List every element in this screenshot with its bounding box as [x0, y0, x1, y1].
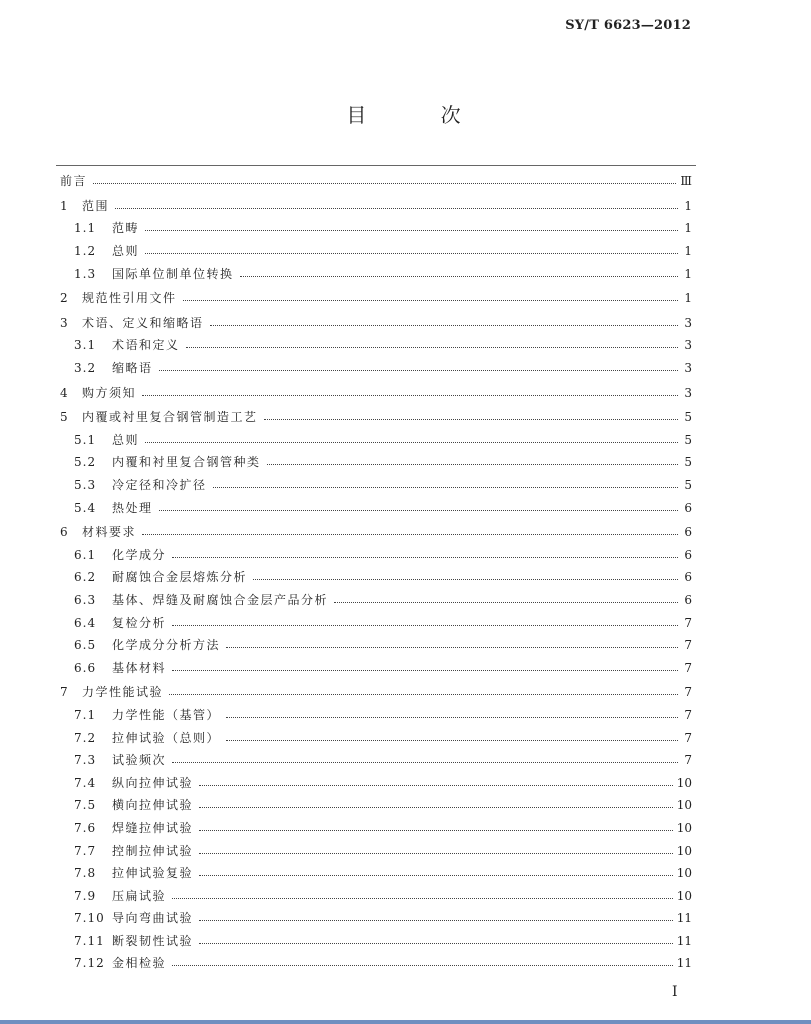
toc-entry-title: 范围 [82, 198, 110, 213]
toc-leader-dots [334, 601, 678, 603]
toc-leader-dots [172, 964, 673, 966]
toc-entry[interactable] [56, 817, 692, 840]
toc-entry-page: 6 [684, 547, 692, 562]
toc-entry-page: 1 [684, 198, 692, 213]
toc-entry[interactable] [56, 544, 692, 567]
toc-entry-page: 3 [684, 338, 692, 353]
toc-leader-dots [183, 299, 678, 301]
toc-entry-page: 3 [684, 361, 692, 376]
toc-entry-page: 11 [676, 933, 692, 948]
toc-entry-title: 力学性能试验 [82, 685, 164, 700]
toc-leader-dots [169, 693, 678, 695]
divider [56, 165, 696, 166]
toc-entry[interactable] [56, 170, 692, 193]
toc-leader-dots [145, 229, 678, 231]
toc-leader-dots [172, 624, 678, 626]
toc-entry[interactable] [56, 312, 692, 335]
toc-leader-dots [172, 556, 678, 558]
toc-entry-page: 7 [684, 730, 692, 745]
toc-entry-page: 1 [684, 221, 692, 236]
toc-entry-title: 控制拉伸试验 [112, 843, 194, 858]
toc-leader-dots [226, 716, 678, 718]
toc-entry-number: 1.2 [74, 244, 97, 259]
toc-entry-title: 范畴 [112, 221, 140, 236]
toc-leader-dots [172, 897, 673, 899]
toc-entry[interactable] [56, 611, 692, 634]
toc-entry-title: 缩略语 [112, 361, 153, 376]
toc-entry-number: 7.6 [74, 820, 97, 835]
toc-leader-dots [199, 942, 673, 944]
toc-entry[interactable] [56, 496, 692, 519]
toc-entry-number: 5.2 [74, 455, 97, 470]
toc-entry-title: 拉伸试验（总则） [112, 730, 221, 745]
toc-entry-page: Ⅲ [680, 174, 692, 189]
toc-entry[interactable] [56, 406, 692, 429]
toc-entry-number: 6.3 [74, 592, 97, 607]
toc-entry-title: 冷定径和冷扩径 [112, 478, 207, 493]
toc-entry-page: 7 [684, 638, 692, 653]
toc-entry-number: 3.1 [74, 338, 97, 353]
toc-entry-number: 7.1 [74, 707, 97, 722]
toc-leader-dots [142, 394, 678, 396]
toc-entry-page: 10 [676, 866, 692, 881]
toc-entry[interactable] [56, 726, 692, 749]
toc-entry[interactable] [56, 451, 692, 474]
toc-leader-dots [186, 346, 678, 348]
toc-entry-title: 术语和定义 [112, 338, 180, 353]
toc-entry-number: 5.1 [74, 432, 97, 447]
toc-entry-title: 总则 [112, 244, 140, 259]
toc-leader-dots [199, 784, 673, 786]
toc-entry-title: 规范性引用文件 [82, 291, 177, 306]
toc-entry-number: 6.5 [74, 638, 97, 653]
toc-entry[interactable] [56, 240, 692, 263]
toc-entry[interactable] [56, 381, 692, 404]
toc-entry-page: 3 [684, 385, 692, 400]
toc-entry-title: 金相检验 [112, 956, 167, 971]
toc-entry-page: 6 [684, 500, 692, 515]
toc-entry[interactable] [56, 952, 692, 975]
toc-entry-number: 1.3 [74, 266, 97, 281]
toc-entry-number: 7.11 [74, 933, 105, 948]
toc-entry-title: 拉伸试验复验 [112, 866, 194, 881]
toc-entry-title: 前言 [60, 174, 88, 189]
toc-entry-number: 5.4 [74, 500, 97, 515]
toc-entry-number: 6.4 [74, 615, 97, 630]
toc-entry[interactable] [56, 794, 692, 817]
toc-entry[interactable] [56, 589, 692, 612]
toc-entry-title: 焊缝拉伸试验 [112, 820, 194, 835]
toc-leader-dots [210, 324, 678, 326]
toc-leader-dots [264, 418, 678, 420]
toc-entry-page: 10 [676, 775, 692, 790]
toc-entry-title: 材料要求 [82, 525, 137, 540]
toc-entry[interactable] [56, 681, 692, 704]
toc-entry[interactable] [56, 262, 692, 285]
toc-entry-page: 11 [676, 911, 692, 926]
toc-leader-dots [253, 578, 678, 580]
toc-leader-dots [199, 829, 673, 831]
toc-entry-number: 7.2 [74, 730, 97, 745]
toc-entry[interactable] [56, 195, 692, 218]
toc-entry-title: 购方须知 [82, 385, 137, 400]
toc-entry-page: 10 [676, 843, 692, 858]
toc-entry-title: 横向拉伸试验 [112, 798, 194, 813]
toc-leader-dots [145, 252, 678, 254]
toc-entry-page: 10 [676, 820, 692, 835]
toc-leader-dots [199, 852, 673, 854]
toc-entry-page: 7 [684, 660, 692, 675]
toc-entry-page: 5 [684, 432, 692, 447]
toc-entry-number: 7.5 [74, 798, 97, 813]
toc-entry[interactable] [56, 862, 692, 885]
toc-entry-page: 10 [676, 888, 692, 903]
toc-entry-title: 基体、焊缝及耐腐蚀合金层产品分析 [112, 592, 329, 607]
toc-entry[interactable] [56, 704, 692, 727]
toc-entry[interactable] [56, 474, 692, 497]
toc-entry[interactable] [56, 839, 692, 862]
toc-entry-title: 复检分析 [112, 615, 167, 630]
toc-entry-number: 7 [60, 685, 69, 700]
toc-entry-number: 1.1 [74, 221, 97, 236]
toc-leader-dots [199, 806, 673, 808]
toc-entry-number: 6.2 [74, 570, 97, 585]
toc-entry-title: 导向弯曲试验 [112, 911, 194, 926]
toc-entry-number: 7.8 [74, 866, 97, 881]
toc-entry-number: 7.10 [74, 911, 105, 926]
toc-entry[interactable] [56, 217, 692, 240]
toc-entry-page: 3 [684, 315, 692, 330]
toc-entry-number: 1 [60, 198, 69, 213]
toc-entry-number: 4 [60, 385, 69, 400]
toc-leader-dots [115, 207, 678, 209]
toc-entry-title: 总则 [112, 432, 140, 447]
toc-entry-number: 6.1 [74, 547, 97, 562]
toc-entry[interactable] [56, 357, 692, 380]
toc-entry-title: 内覆和衬里复合钢管种类 [112, 455, 261, 470]
toc-entry-page: 7 [684, 707, 692, 722]
toc-entry[interactable] [56, 656, 692, 679]
toc-entry-page: 5 [684, 478, 692, 493]
toc-leader-dots [93, 182, 676, 184]
toc-entry-page: 7 [684, 753, 692, 768]
page-number: I [672, 984, 678, 1000]
toc-entry-number: 7.12 [74, 956, 105, 971]
toc-entry-page: 6 [684, 592, 692, 607]
toc-leader-dots [213, 486, 678, 488]
toc-entry-page: 1 [684, 244, 692, 259]
toc-entry[interactable] [56, 566, 692, 589]
toc-entry-page: 10 [676, 798, 692, 813]
toc-entry-page: 5 [684, 455, 692, 470]
toc-leader-dots [267, 463, 678, 465]
toc-entry-number: 6 [60, 525, 69, 540]
toc-entry-page: 7 [684, 615, 692, 630]
toc-entry-title: 术语、定义和缩略语 [82, 315, 204, 330]
toc-entry-title: 压扁试验 [112, 888, 167, 903]
toc-entry-number: 3.2 [74, 361, 97, 376]
toc-leader-dots [199, 919, 673, 921]
toc-leader-dots [159, 369, 678, 371]
toc-entry-page: 6 [684, 570, 692, 585]
toc-entry[interactable] [56, 884, 692, 907]
toc-entry-number: 7.9 [74, 888, 97, 903]
toc-entry-title: 内覆或衬里复合钢管制造工艺 [82, 410, 258, 425]
toc-entry-number: 2 [60, 291, 69, 306]
viewer-bottom-bar [0, 1020, 811, 1024]
toc-entry-number: 3 [60, 315, 69, 330]
toc-entry-page: 1 [684, 266, 692, 281]
toc-entry-title: 耐腐蚀合金层熔炼分析 [112, 570, 248, 585]
toc-entry-page: 7 [684, 685, 692, 700]
toc-entry-title: 化学成分 [112, 547, 167, 562]
toc-leader-dots [240, 275, 678, 277]
document-code: SY/T 6623—2012 [565, 18, 691, 33]
toc-entry-title: 基体材料 [112, 660, 167, 675]
toc-entry-title: 国际单位制单位转换 [112, 266, 234, 281]
toc-entry-number: 5.3 [74, 478, 97, 493]
toc-entry[interactable] [56, 521, 692, 544]
toc-entry-page: 1 [684, 291, 692, 306]
toc-entry[interactable] [56, 334, 692, 357]
toc-entry-title: 热处理 [112, 500, 153, 515]
toc-entry-number: 7.3 [74, 753, 97, 768]
toc-leader-dots [159, 509, 678, 511]
toc-entry[interactable] [56, 907, 692, 930]
toc-entry[interactable] [56, 749, 692, 772]
toc-entry[interactable] [56, 287, 692, 310]
toc-leader-dots [226, 739, 678, 741]
table-of-contents [56, 170, 692, 975]
toc-entry[interactable] [56, 771, 692, 794]
toc-leader-dots [145, 441, 678, 443]
toc-entry-page: 6 [684, 525, 692, 540]
toc-entry-title: 力学性能（基管） [112, 707, 221, 722]
toc-entry-title: 化学成分分析方法 [112, 638, 221, 653]
toc-entry-number: 7.7 [74, 843, 97, 858]
toc-entry-number: 6.6 [74, 660, 97, 675]
toc-leader-dots [226, 646, 678, 648]
page-title: 目 次 [346, 103, 495, 127]
toc-entry-title: 纵向拉伸试验 [112, 775, 194, 790]
toc-entry[interactable] [56, 930, 692, 953]
toc-leader-dots [142, 533, 678, 535]
toc-entry[interactable] [56, 429, 692, 452]
toc-entry-page: 5 [684, 410, 692, 425]
toc-entry[interactable] [56, 634, 692, 657]
toc-leader-dots [199, 874, 673, 876]
toc-entry-title: 断裂韧性试验 [112, 933, 194, 948]
toc-leader-dots [172, 761, 678, 763]
toc-entry-page: 11 [676, 956, 692, 971]
toc-entry-number: 5 [60, 410, 69, 425]
toc-entry-title: 试验频次 [112, 753, 167, 768]
toc-entry-number: 7.4 [74, 775, 97, 790]
toc-leader-dots [172, 669, 678, 671]
